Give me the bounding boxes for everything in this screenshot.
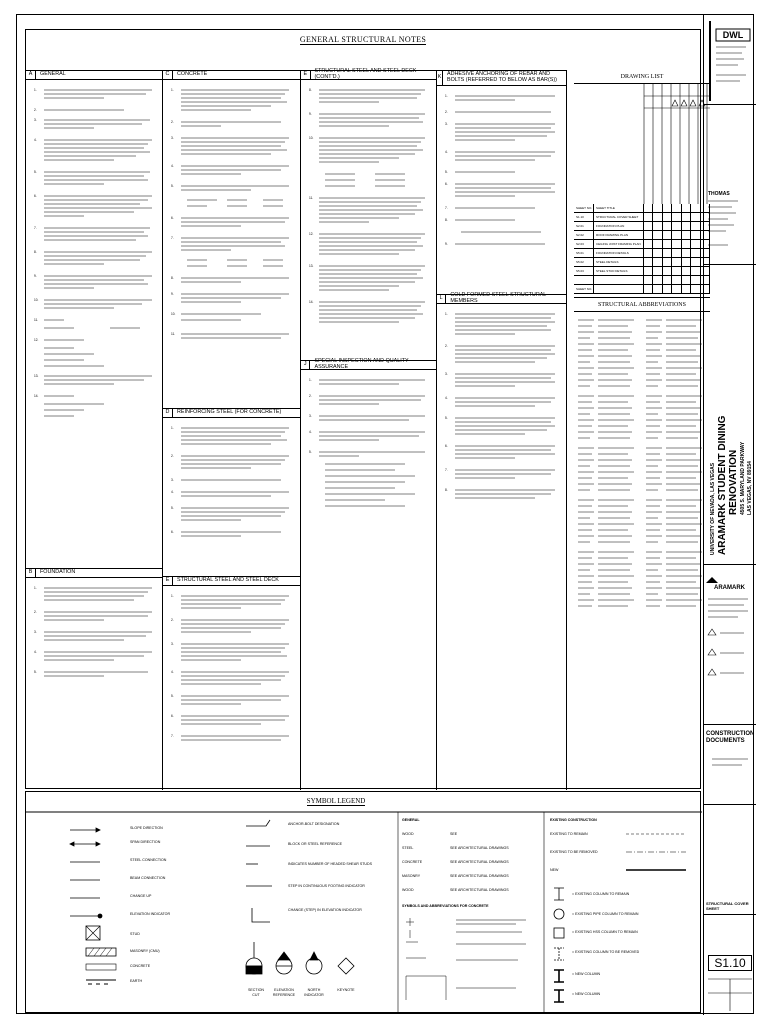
legend-mid-item: INDICATES NUMBER OF HEADED SHEAR STUDS xyxy=(288,862,372,866)
svg-text:4.: 4. xyxy=(445,396,448,400)
svg-text:11.: 11. xyxy=(309,196,314,200)
svg-text:8.: 8. xyxy=(445,218,448,222)
svg-text:2.: 2. xyxy=(445,344,448,348)
svg-text:2.: 2. xyxy=(34,108,37,112)
phase-block: CONSTRUCTION DOCUMENTS xyxy=(704,725,756,805)
svg-text:12.: 12. xyxy=(34,338,39,342)
drawing-list-row: S2.02 ROOF FRAMING PLAN xyxy=(574,231,710,240)
section-e2-header: E STRUCTURAL STEEL AND STEEL DECK (CONT'D.) xyxy=(301,70,436,80)
drawing-list-footer: SHEET NO. xyxy=(574,285,710,294)
legend-material: STUD xyxy=(130,932,140,936)
legend-mid-item: ANCHOR-BOLT DESIGNATION xyxy=(288,822,340,826)
svg-text:13.: 13. xyxy=(309,264,314,268)
legend-general-value: SEE ARCHITECTURAL DRAWINGS xyxy=(450,888,509,892)
svg-text:10.: 10. xyxy=(309,136,314,140)
svg-text:14.: 14. xyxy=(309,300,314,304)
svg-text:9.: 9. xyxy=(171,292,174,296)
column-item: = EXISTING PIPE COLUMN TO REMAIN xyxy=(572,912,639,916)
svg-text:5.: 5. xyxy=(309,450,312,454)
section-d-header: D REINFORCING STEEL (FOR CONCRETE) xyxy=(163,408,300,418)
svg-text:6.: 6. xyxy=(445,444,448,448)
legend-general-value: SEE ARCHITECTURAL DRAWINGS xyxy=(450,860,509,864)
concrete-symbols xyxy=(402,914,542,1004)
legend-general-value: SEE ARCHITECTURAL DRAWINGS xyxy=(450,874,509,878)
section-j-notes xyxy=(305,374,431,554)
drawing-sheet xyxy=(16,14,754,1014)
svg-text:6.: 6. xyxy=(171,216,174,220)
svg-text:3.: 3. xyxy=(171,478,174,482)
svg-text:8.: 8. xyxy=(171,276,174,280)
column-a xyxy=(26,70,162,732)
svg-text:1.: 1. xyxy=(445,312,448,316)
section-b-header: B FOUNDATION xyxy=(26,568,162,578)
column-item: = NEW COLUMN xyxy=(572,972,601,976)
legend-left-item: ELEVATION INDICATOR xyxy=(130,912,171,916)
svg-text:4.: 4. xyxy=(34,650,37,654)
column-item: = EXISTING COLUMN TO BE REMOVED xyxy=(572,950,640,954)
section-c-notes xyxy=(167,84,295,384)
legend-mid-item: CHANGE (STEP) IN ELEVATION INDICATOR xyxy=(288,908,362,912)
svg-text:4.: 4. xyxy=(309,430,312,434)
callout-label: NORTH INDICATOR xyxy=(304,988,324,997)
legend-general-item: CONCRETE xyxy=(402,860,423,864)
legend-material: EARTH xyxy=(130,979,143,983)
legend-general-value: SEE ARCHITECTURAL DRAWINGS xyxy=(450,846,509,850)
svg-text:6.: 6. xyxy=(445,182,448,186)
client-block: ARAMARK xyxy=(704,565,756,725)
column-k xyxy=(437,70,566,608)
svg-text:1.: 1. xyxy=(171,426,174,430)
callout-label: SECTION CUT xyxy=(248,988,264,997)
mid-symbols xyxy=(242,816,282,936)
svg-text:3.: 3. xyxy=(445,122,448,126)
svg-text:8.: 8. xyxy=(445,488,448,492)
legend-material: MASONRY (CMU) xyxy=(130,949,160,953)
svg-text:9.: 9. xyxy=(309,112,312,116)
svg-text:8.: 8. xyxy=(309,88,312,92)
section-k-notes xyxy=(441,90,561,290)
svg-text:7.: 7. xyxy=(171,734,174,738)
architect-logo: DWL xyxy=(704,15,756,105)
legend-left-item: SPAN DIRECTION xyxy=(130,840,161,844)
svg-text:14.: 14. xyxy=(34,394,39,398)
drawing-list-row: S2.01 FOUNDATION PLAN xyxy=(574,222,710,231)
svg-text:8.: 8. xyxy=(34,250,37,254)
column-item: = EXISTING COLUMN TO REMAIN xyxy=(572,892,630,896)
revision-columns xyxy=(574,84,710,204)
symbol-legend-title: SYMBOL LEGEND xyxy=(306,797,366,805)
existing-item: NEW xyxy=(550,868,559,872)
legend-mid-item: BLOCK OR STEEL REFERENCE xyxy=(288,842,342,846)
svg-text:4.: 4. xyxy=(445,150,448,154)
legend-left-item: SLOPE DIRECTION xyxy=(130,826,163,830)
svg-text:7.: 7. xyxy=(34,226,37,230)
abbreviations-title: STRUCTURAL ABBREVIATIONS xyxy=(574,298,710,312)
legend-left-item: BEAM CONNECTION xyxy=(130,876,166,880)
svg-text:2.: 2. xyxy=(445,110,448,114)
consultant-area xyxy=(704,105,756,185)
svg-text:2.: 2. xyxy=(171,618,174,622)
legend-general-item: MASONRY xyxy=(402,874,421,878)
svg-text:1.: 1. xyxy=(445,94,448,98)
sheet-title-block: STRUCTURAL COVER SHEET xyxy=(704,805,756,915)
general-notes-frame xyxy=(25,29,701,789)
drawing-list-row: S5.01 FOUNDATION DETAILS xyxy=(574,249,710,258)
section-a-header: A GENERAL xyxy=(26,70,162,80)
svg-text:2.: 2. xyxy=(171,454,174,458)
symbol-legend-frame xyxy=(25,791,701,1013)
svg-text:1.: 1. xyxy=(34,586,37,590)
legend-general-value: SEE xyxy=(450,832,458,836)
svg-text:5.: 5. xyxy=(445,170,448,174)
svg-text:5.: 5. xyxy=(171,184,174,188)
column-e-cont xyxy=(301,70,436,554)
svg-text:3.: 3. xyxy=(171,642,174,646)
section-j-header: J SPECIAL INSPECTION AND QUALITY ASSURANCE xyxy=(301,360,436,370)
svg-text:1.: 1. xyxy=(309,378,312,382)
svg-text:5.: 5. xyxy=(445,416,448,420)
drawing-list xyxy=(574,70,710,652)
callout-label: ELEVATION REFERENCE xyxy=(272,988,296,997)
section-l-header: L COLD FORMED STEEL STRUCTURAL MEMBERS xyxy=(437,294,566,304)
svg-text:6.: 6. xyxy=(171,714,174,718)
concrete-symbols-heading: SYMBOLS AND ABBREVIATIONS FOR CONCRETE xyxy=(402,904,489,908)
section-k-header: K ADHESIVE ANCHORING OF REBAR AND BOLTS (REFERRED TO BELOW AS BAR(S)) xyxy=(437,70,566,86)
svg-text:7.: 7. xyxy=(445,468,448,472)
drawing-list-row: S2.03 CEILING JOIST FRAMING PLAN xyxy=(574,240,710,249)
svg-text:3.: 3. xyxy=(171,136,174,140)
project-title-block: UNIVERSITY OF NEVADA, LAS VEGAS ARAMARK STUDENT DINING RENOVATION 4505 S. MARYLAND PARKWAY LAS VEGAS, NV 89154 xyxy=(704,265,756,565)
svg-text:4.: 4. xyxy=(171,490,174,494)
legend-mid-item: STEP IN CONTINUOUS FOOTING INDICATOR xyxy=(288,884,365,888)
drawing-list-grid xyxy=(574,84,710,298)
svg-text:12.: 12. xyxy=(309,232,314,236)
svg-text:11.: 11. xyxy=(171,332,176,336)
existing-item: EXISTING TO BE REMOVED xyxy=(550,850,598,854)
svg-text:11.: 11. xyxy=(34,318,39,322)
svg-text:3.: 3. xyxy=(34,630,37,634)
drawing-list-title: DRAWING LIST xyxy=(574,70,710,84)
svg-text:2.: 2. xyxy=(34,610,37,614)
section-e-header: E STRUCTURAL STEEL AND STEEL DECK xyxy=(163,576,300,586)
drawing-list-header: SHEET NO. SHEET TITLE xyxy=(574,204,710,213)
callout-symbols xyxy=(238,942,378,986)
column-item: = NEW COLUMN xyxy=(572,992,601,996)
svg-text:1.: 1. xyxy=(171,594,174,598)
legend-general-heading: GENERAL xyxy=(402,818,420,822)
legend-material: CONCRETE xyxy=(130,964,151,968)
svg-text:5.: 5. xyxy=(171,506,174,510)
legend-left-item: CHANGE UP xyxy=(130,894,152,898)
svg-text:7.: 7. xyxy=(445,206,448,210)
svg-text:6.: 6. xyxy=(171,530,174,534)
svg-text:4.: 4. xyxy=(171,670,174,674)
legend-general-item: STEEL xyxy=(402,846,414,850)
line-type-samples xyxy=(624,830,694,890)
svg-text:5.: 5. xyxy=(171,694,174,698)
engineer-stamp: THOMAS xyxy=(704,185,756,265)
drawing-list-row: S5.03 STEEL STUD DETAILS xyxy=(574,267,710,276)
svg-text:10.: 10. xyxy=(34,298,39,302)
svg-text:13.: 13. xyxy=(34,374,39,378)
column-symbols xyxy=(550,884,570,1004)
existing-heading: EXISTING CONSTRUCTION xyxy=(550,818,597,822)
column-item: = EXISTING HSS COLUMN TO REMAIN xyxy=(572,930,638,934)
section-b-notes xyxy=(30,582,158,732)
section-l-notes xyxy=(441,308,561,608)
sheet-number: S1.10 xyxy=(708,955,752,971)
general-notes-title: GENERAL STRUCTURAL NOTES xyxy=(299,35,427,44)
section-d-notes xyxy=(167,422,295,572)
svg-text:3.: 3. xyxy=(445,372,448,376)
svg-text:1.: 1. xyxy=(34,88,37,92)
existing-item: EXISTING TO REMAIN xyxy=(550,832,588,836)
svg-text:6.: 6. xyxy=(34,194,37,198)
section-c-header: C CONCRETE xyxy=(163,70,300,80)
svg-text:3.: 3. xyxy=(309,414,312,418)
svg-text:9.: 9. xyxy=(445,242,448,246)
legend-general-item: WOOD xyxy=(402,832,414,836)
title-block xyxy=(703,15,755,1015)
svg-text:1.: 1. xyxy=(171,88,174,92)
svg-text:7.: 7. xyxy=(171,236,174,240)
svg-text:10.: 10. xyxy=(171,312,176,316)
legend-general-item: WOOD xyxy=(402,888,414,892)
callout-label: KEYNOTE xyxy=(337,988,355,992)
svg-text:5.: 5. xyxy=(34,670,37,674)
material-hatches xyxy=(84,924,124,1004)
section-a-notes xyxy=(30,84,158,504)
legend-left-item: STEEL CONNECTION xyxy=(130,858,167,862)
svg-text:2.: 2. xyxy=(309,394,312,398)
drawing-list-row: S5.02 STEEL DETAILS xyxy=(574,258,710,267)
svg-text:4.: 4. xyxy=(171,164,174,168)
svg-text:4.: 4. xyxy=(34,138,37,142)
column-c xyxy=(163,70,300,780)
sheet-number-block xyxy=(704,915,756,1015)
svg-text:9.: 9. xyxy=(34,274,37,278)
drawing-list-row: S1.10 STRUCTURAL COVER SHEET xyxy=(574,213,710,222)
section-e-notes xyxy=(167,590,295,780)
svg-text:5.: 5. xyxy=(34,170,37,174)
svg-text:2.: 2. xyxy=(171,120,174,124)
abbreviations-list xyxy=(574,312,710,652)
svg-text:3.: 3. xyxy=(34,118,37,122)
